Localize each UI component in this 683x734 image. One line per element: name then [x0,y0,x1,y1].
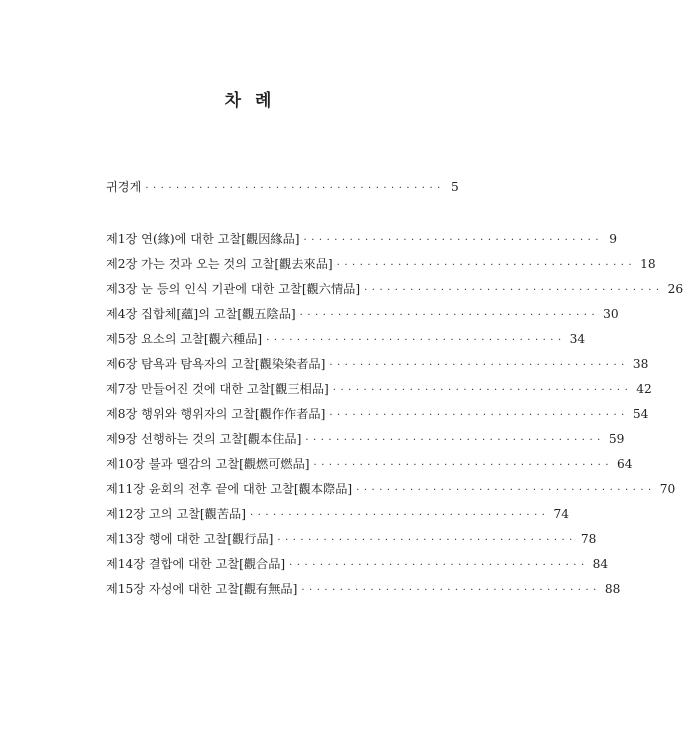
toc-label: 제6장 탐욕과 탐욕자의 고찰[觀染染者品] [106,357,326,371]
dot-leader: ······································· [145,183,445,194]
toc-row-chapter-12[interactable] [106,504,569,524]
dot-leader: ······································· [289,560,589,571]
toc-label: 제10장 불과 땔감의 고찰[觀燃可燃品] [106,457,310,471]
dot-leader: ······································· [249,510,550,521]
toc-label: 제8장 행위와 행위자의 고찰[觀作作者品] [106,407,326,421]
toc-page-number: 42 [636,382,652,396]
toc-row-chapter-10[interactable] [106,454,633,474]
dot-leader: ······································· [364,285,664,296]
toc-row-prologue[interactable] [106,177,459,197]
toc-page-number: 9 [609,232,618,246]
toc-row-chapter-8[interactable] [106,404,649,424]
toc-label: 제2장 가는 것과 오는 것의 고찰[觀去來品] [106,257,333,271]
toc-page-number: 5 [451,180,459,194]
toc-page-number: 34 [569,332,586,346]
toc-label: 제13장 행에 대한 고찰[觀行品] [106,532,274,546]
toc-label: 제9장 선행하는 것의 고찰[觀本住品] [106,432,302,446]
toc-page-number: 59 [608,432,625,446]
toc-page-number: 26 [667,282,683,296]
dot-leader: ······································· [299,310,600,321]
dot-leader: ······································· [266,335,566,346]
dot-leader: ······································· [356,485,656,496]
dot-leader: ······································· [303,235,604,246]
toc-label: 제15장 자성에 대한 고찰[觀有無品] [106,582,298,596]
dot-leader: ······································· [301,585,601,596]
toc-page-number: 78 [580,532,597,546]
dot-leader: ······································· [305,435,605,446]
toc-row-chapter-2[interactable] [106,254,656,274]
toc-row-chapter-11[interactable] [106,479,676,499]
toc-page-number: 18 [640,257,656,271]
toc-page-number: 54 [632,407,649,421]
toc-row-chapter-15[interactable] [106,579,621,599]
toc-label: 제3장 눈 등의 인식 기관에 대한 고찰[觀六情品] [106,282,361,296]
dot-leader: ······································· [329,410,629,421]
page-title: 차 례 [224,91,276,111]
dot-leader: ······································· [329,360,629,371]
toc-row-chapter-14[interactable] [106,554,609,574]
toc-row-chapter-4[interactable] [106,304,619,324]
toc-page-number: 64 [617,457,633,471]
toc-page-number: 70 [659,482,676,496]
toc-page-number: 84 [592,557,609,571]
toc-label: 귀경게 [106,180,142,194]
toc-row-chapter-9[interactable] [106,429,625,449]
toc-page-number: 30 [603,307,619,321]
dot-leader: ······································· [313,460,614,471]
toc-row-chapter-3[interactable] [106,279,683,299]
toc-row-chapter-6[interactable] [106,354,649,374]
toc-row-chapter-5[interactable] [106,329,586,349]
dot-leader: ······································· [336,260,637,271]
toc-label: 제11장 윤회의 전후 끝에 대한 고찰[觀本際品] [106,482,353,496]
toc-label: 제7장 만들어진 것에 대한 고찰[觀三相品] [106,382,329,396]
toc-page-number: 74 [553,507,569,521]
toc-label: 제5장 요소의 고찰[觀六種品] [106,332,263,346]
toc-label: 제14장 결합에 대한 고찰[觀合品] [106,557,286,571]
toc-label: 제4장 집합체[蘊]의 고찰[觀五陰品] [106,307,296,321]
toc-page-number: 38 [632,357,649,371]
toc-page-number: 88 [604,582,621,596]
toc-row-chapter-1[interactable] [106,229,618,249]
dot-leader: ······································· [277,535,577,546]
toc-row-chapter-7[interactable] [106,379,652,399]
toc-label: 제1장 연(緣)에 대한 고찰[觀因緣品] [106,232,300,246]
toc-row-chapter-13[interactable] [106,529,597,549]
dot-leader: ······································· [332,385,633,396]
toc-label: 제12장 고의 고찰[觀苦品] [106,507,246,521]
